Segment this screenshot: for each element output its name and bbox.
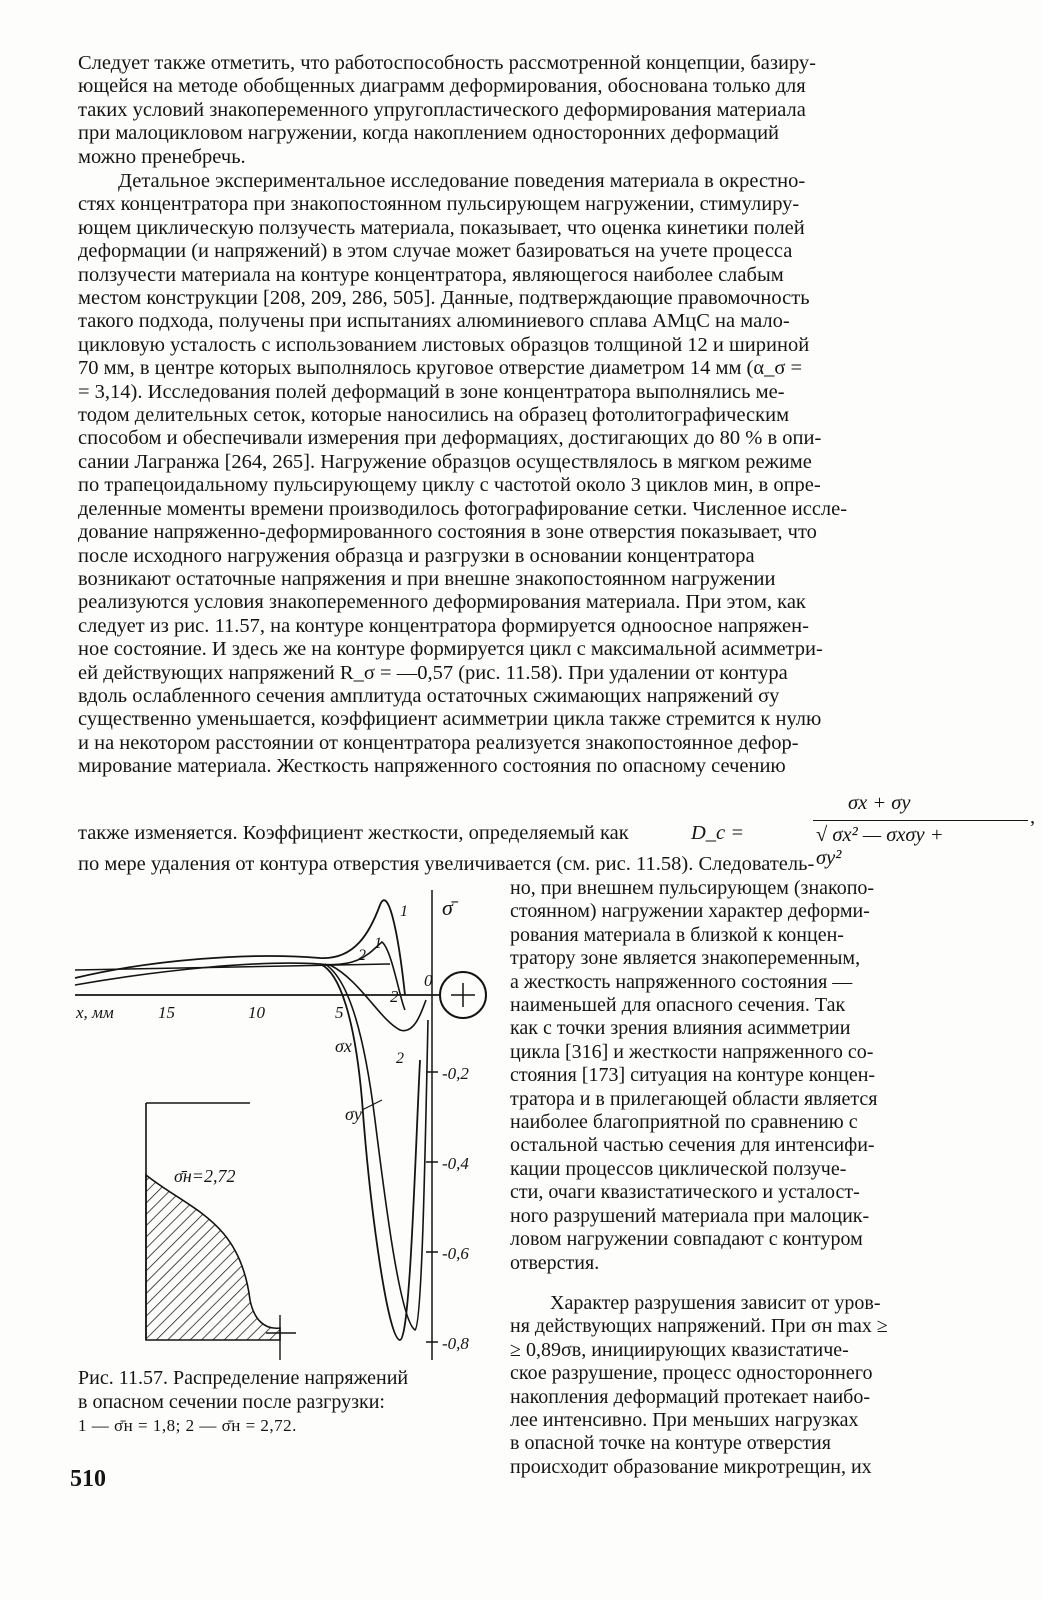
axis-y-label: σ̄ <box>442 895 453 920</box>
sigma-y-label: σy <box>345 1104 362 1124</box>
text-line: Следует также отметить, что работоспособность рассмотренной концепции, базиру- <box>78 52 816 74</box>
text-line: сании Лагранжа [264, 265]. Нагружение образцов осуществлялось в мягком режиме <box>78 450 812 473</box>
formula-numerator: σx + σy <box>848 792 911 814</box>
y-tick-label: -0,6 <box>442 1244 469 1263</box>
text-line: как с точки зрения влияния асимметрии <box>510 1017 851 1040</box>
curve-sigma-x-1 <box>75 900 405 995</box>
right-column-text-2 <box>510 1292 960 1479</box>
text-line: остальной частью сечения для интенсифи- <box>510 1134 875 1157</box>
y-tick-label: -0,4 <box>442 1154 469 1173</box>
text-line: тодом делительных сеток, которые наносились на образец фотолитографическим <box>78 404 790 427</box>
x-tick-label: 15 <box>158 1003 175 1022</box>
text-line: лее интенсивно. При меньших нагрузках <box>510 1409 859 1432</box>
text-line: ей действующих напряжений R_σ = —0,57 (рис. 11.58). При удалении от контура <box>78 661 788 684</box>
curve-label: 2 <box>358 947 366 964</box>
curve-label: 1 <box>400 903 408 920</box>
paragraph-1 <box>78 52 958 169</box>
text-line: накопления деформаций протекает наибо- <box>510 1385 870 1408</box>
text-line: при малоцикловом нагружении, когда накоплением односторонних деформаций <box>78 122 780 145</box>
text-line: способом и обеспечивали измерения при деформациях, достигающих до 80 % в опи- <box>78 427 822 450</box>
text-line: а жесткость напряженного состояния — <box>510 970 853 993</box>
text-line: 70 мм, в центре которых выполнялось круговое отверстие диаметром 14 мм (α_σ = <box>78 357 803 380</box>
text-line: можно пренебречь. <box>78 145 246 168</box>
x-tick-label: 0 <box>424 971 433 990</box>
text-line: ное состояние. И здесь же на контуре формируется цикл с максимальной асимметри- <box>78 638 823 661</box>
curve-label: 2 <box>396 1050 404 1067</box>
caption-line: Рис. 11.57. Распределение напряжений <box>78 1367 409 1389</box>
inset-diagram <box>146 1103 296 1360</box>
stress-distribution-figure <box>70 860 510 1360</box>
formula-tail: , <box>1030 806 1036 828</box>
text-line: Детальное экспериментальное исследование поведения материала в окрестно- <box>118 170 806 192</box>
text-line: стояния [173] ситуация на контуре концен- <box>510 1064 876 1087</box>
text-line: цикловую усталость с использованием листовых образцов толщиной 12 и шириной <box>78 333 810 356</box>
text-line: по трапецоидальному пульсирующему циклу с частотой около 3 циклов мин, в опре- <box>78 474 821 497</box>
sigma-x-label: σx <box>335 1036 352 1056</box>
text-line: мирование материала. Жесткость напряженного состояния по опасному сечению <box>78 755 786 778</box>
text-line: стях концентратора при знакопостоянном пульсирующем нагружении, стимулиру- <box>78 193 800 216</box>
curve-label: 1 <box>374 935 382 952</box>
figure-caption <box>78 1366 498 1438</box>
text-line: кации процессов циклической ползуче- <box>510 1157 847 1180</box>
text-line: деформации (и напряжений) в этом случае может базироваться на учете процесса <box>78 240 793 263</box>
text-line: по мере удаления от контура отверстия увеличивается (см. рис. 11.58). Следователь- <box>78 853 815 875</box>
page-number: 510 <box>70 1466 106 1492</box>
text-line: местом конструкции [208, 209, 286, 505]. Данные, подтверждающие правомочность <box>78 287 810 310</box>
formula-denominator: √ σx² — σxσy + σy² <box>816 824 944 869</box>
x-tick-label: 10 <box>248 1003 265 1022</box>
formula-lhs: D_c = <box>691 822 745 844</box>
text-line: реализуются условия знакопеременного деформирования материала. При этом, как <box>78 591 806 614</box>
paragraph-2 <box>78 170 958 779</box>
text-line: цикла [316] и жесткости напряженного со- <box>510 1040 874 1063</box>
text-line: тратору зоне является знакопеременным, <box>510 947 861 970</box>
text-line: ское разрушение, процесс одностороннего <box>510 1362 873 1385</box>
text-line: деленные моменты времени производилось фотографирование сетки. Численное иссле- <box>78 497 848 520</box>
text-line: происходит образование микротрещин, их <box>510 1455 872 1478</box>
caption-legend: 1 — σ̄н = 1,8; 2 — σ̄н = 2,72. <box>78 1416 297 1435</box>
text-line: ющем циклическую ползучесть материала, показывает, что оценка кинетики полей <box>78 216 805 239</box>
text-line: таких условий знакопеременного упругопластического деформирования материала <box>78 98 806 121</box>
text-line: ющейся на методе обобщенных диаграмм деформирования, обоснована только для <box>78 75 806 98</box>
text-line: ного разрушений материала при малоцик- <box>510 1204 870 1227</box>
text-line: тратора и в прилегающей области является <box>510 1087 878 1110</box>
inset-label: σ̄н=2,72 <box>174 1166 236 1186</box>
text-line: рования материала в близкой к концен- <box>510 923 844 946</box>
text-line: после исходного нагружения образца и разгрузки в основании концентратора <box>78 544 755 567</box>
x-tick-label: 2 <box>390 987 399 1006</box>
text-line: ползучести материала на контуре концентратора, являющегося наиболее слабым <box>78 263 784 286</box>
text-line: ловом нагружении совпадают с контуром <box>510 1228 863 1251</box>
axis-x-label: x, мм <box>76 1003 114 1022</box>
text-line: сти, очаги квазистатического и усталост- <box>510 1181 860 1204</box>
text-line: наименьшей для опасного сечения. Так <box>510 994 846 1017</box>
curve-sigma-x-2 <box>75 942 405 1010</box>
y-tick-label: -0,8 <box>442 1334 469 1353</box>
text-line: вдоль ослабленного сечения амплитуда остаточных сжимающих напряжений σy <box>78 684 780 707</box>
text-line: в опасной точке на контуре отверстия <box>510 1432 831 1455</box>
text-line: ≥ 0,89σв, инициирующих квазистатиче- <box>510 1338 849 1361</box>
text-line: и на некотором расстоянии от концентратора реализуется знакопостоянное дефор- <box>78 731 799 754</box>
y-tick-label: -0,2 <box>442 1064 469 1083</box>
fraction-bar <box>813 820 1028 821</box>
text-line: существенно уменьшается, коэффициент асимметрии цикла также стремится к нулю <box>78 708 822 731</box>
text-line: дование напряженно-деформированного состояния в зоне отверстия показывает, что <box>78 521 817 544</box>
text-line: Характер разрушения зависит от уров- <box>550 1292 881 1314</box>
text-line: наиболее благоприятной по сравнению с <box>510 1111 858 1134</box>
text-line: стоянном) нагружении характер деформи- <box>510 900 870 923</box>
text-line: такого подхода, получены при испытаниях алюминиевого сплава АМцС на мало- <box>78 310 790 333</box>
text-line: = 3,14). Исследования полей деформаций в зоне концентратора выполнялись ме- <box>78 380 785 403</box>
text-line: следует из рис. 11.57, на контуре концентратора формируется одноосное напряжен- <box>78 614 809 637</box>
caption-line: в опасном сечении после разгрузки: <box>78 1391 385 1413</box>
text-line: но, при внешнем пульсирующем (знакопо- <box>510 877 875 899</box>
right-column-text <box>510 877 960 1275</box>
formula-intro: также изменяется. Коэффициент жесткости, определяемый как <box>78 822 629 844</box>
text-line: отверстия. <box>510 1251 600 1274</box>
x-tick-label: 5 <box>335 1003 344 1022</box>
text-line: возникают остаточные напряжения и при внешне знакопостоянном нагружении <box>78 567 776 590</box>
text-line: ня действующих напряжений. При σн max ≥ <box>510 1315 888 1338</box>
